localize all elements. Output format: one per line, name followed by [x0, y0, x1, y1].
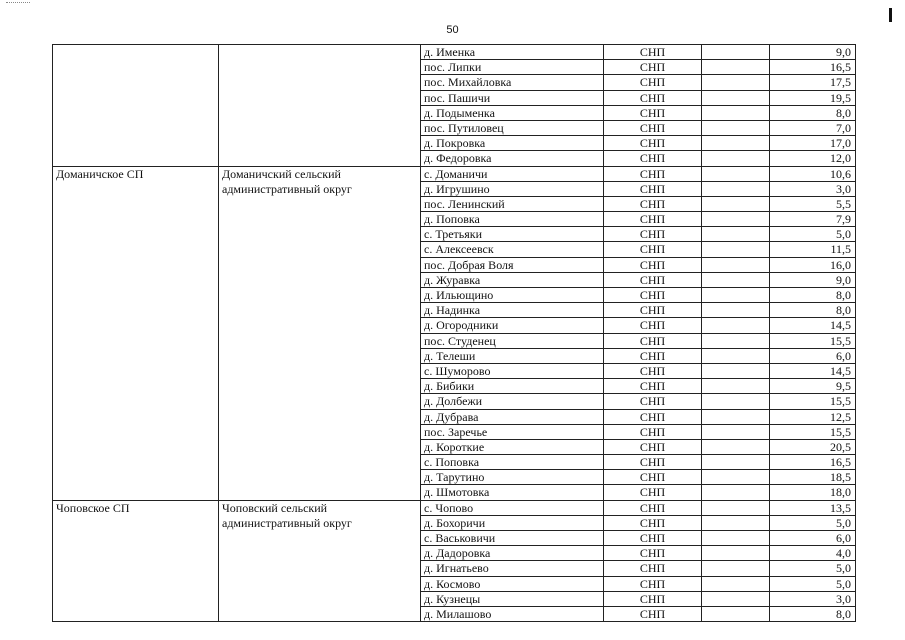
settlement-extra-cell — [702, 591, 770, 606]
settlement-type-cell: СНП — [604, 181, 702, 196]
settlement-type-cell: СНП — [604, 576, 702, 591]
settlement-name-cell: д. Дубрава — [421, 409, 604, 424]
settlement-type-cell: СНП — [604, 546, 702, 561]
settlement-value-cell: 15,5 — [770, 424, 856, 439]
settlement-value-cell: 7,0 — [770, 120, 856, 135]
settlement-extra-cell — [702, 439, 770, 454]
settlement-name-cell: с. Алексеевск — [421, 242, 604, 257]
settlement-name-cell: пос. Добрая Воля — [421, 257, 604, 272]
settlement-type-cell: СНП — [604, 303, 702, 318]
settlement-name-cell: пос. Ленинский — [421, 196, 604, 211]
settlement-extra-cell — [702, 546, 770, 561]
settlement-name-cell: с. Васьковичи — [421, 531, 604, 546]
settlement-value-cell: 9,5 — [770, 379, 856, 394]
settlement-type-cell: СНП — [604, 606, 702, 621]
settlement-value-cell: 9,0 — [770, 45, 856, 60]
table-row — [53, 166, 856, 181]
settlement-name-cell: д. Милашово — [421, 606, 604, 621]
settlement-name-cell: д. Именка — [421, 45, 604, 60]
settlement-type-cell: СНП — [604, 531, 702, 546]
settlement-name-cell: пос. Липки — [421, 60, 604, 75]
settlement-name-cell: д. Бибики — [421, 379, 604, 394]
settlement-name-cell: пос. Михайловка — [421, 75, 604, 90]
settlement-name-cell: д. Шмотовка — [421, 485, 604, 500]
settlement-value-cell: 20,5 — [770, 439, 856, 454]
settlement-type-cell: СНП — [604, 561, 702, 576]
settlement-value-cell: 14,5 — [770, 318, 856, 333]
settlement-value-cell: 17,0 — [770, 136, 856, 151]
settlement-type-cell: СНП — [604, 60, 702, 75]
settlement-type-cell: СНП — [604, 136, 702, 151]
settlement-extra-cell — [702, 90, 770, 105]
settlement-extra-cell — [702, 151, 770, 166]
settlement-extra-cell — [702, 136, 770, 151]
settlement-value-cell: 13,5 — [770, 500, 856, 515]
settlement-extra-cell — [702, 576, 770, 591]
settlement-type-cell: СНП — [604, 105, 702, 120]
settlement-name-cell: д. Тарутино — [421, 470, 604, 485]
settlement-type-cell: СНП — [604, 363, 702, 378]
settlement-extra-cell — [702, 60, 770, 75]
settlement-extra-cell — [702, 348, 770, 363]
settlement-type-cell: СНП — [604, 333, 702, 348]
settlement-extra-cell — [702, 272, 770, 287]
settlement-extra-cell — [702, 561, 770, 576]
settlement-extra-cell — [702, 394, 770, 409]
settlement-name-cell: с. Третьяки — [421, 227, 604, 242]
settlement-value-cell: 6,0 — [770, 348, 856, 363]
settlement-name-cell: д. Кузнецы — [421, 591, 604, 606]
settlements-table — [52, 44, 856, 622]
settlement-value-cell: 12,5 — [770, 409, 856, 424]
settlement-extra-cell — [702, 75, 770, 90]
settlement-type-cell: СНП — [604, 591, 702, 606]
settlement-sp-cell: Доманичское СП — [53, 166, 219, 500]
settlement-name-cell: д. Покровка — [421, 136, 604, 151]
settlement-extra-cell — [702, 45, 770, 60]
settlement-name-cell: д. Игрушино — [421, 181, 604, 196]
settlement-type-cell: СНП — [604, 272, 702, 287]
scan-edge-mark — [889, 8, 892, 22]
settlement-extra-cell — [702, 470, 770, 485]
settlement-value-cell: 16,5 — [770, 455, 856, 470]
settlement-extra-cell — [702, 120, 770, 135]
settlement-type-cell: СНП — [604, 166, 702, 181]
settlement-type-cell: СНП — [604, 288, 702, 303]
settlement-value-cell: 17,5 — [770, 75, 856, 90]
settlement-okrug-cell: Доманичский сельский административный округ — [219, 166, 421, 500]
settlement-extra-cell — [702, 257, 770, 272]
settlement-type-cell: СНП — [604, 227, 702, 242]
settlement-name-cell: д. Надинка — [421, 303, 604, 318]
settlement-sp-cell: Чоповское СП — [53, 500, 219, 622]
settlement-name-cell: с. Доманичи — [421, 166, 604, 181]
settlement-type-cell: СНП — [604, 439, 702, 454]
settlement-value-cell: 5,0 — [770, 515, 856, 530]
settlement-type-cell: СНП — [604, 318, 702, 333]
settlement-value-cell: 6,0 — [770, 531, 856, 546]
settlement-extra-cell — [702, 166, 770, 181]
settlement-value-cell: 5,5 — [770, 196, 856, 211]
settlement-extra-cell — [702, 227, 770, 242]
scan-corner-mark — [6, 2, 30, 6]
settlement-extra-cell — [702, 242, 770, 257]
settlement-name-cell: пос. Студенец — [421, 333, 604, 348]
settlement-name-cell: с. Чопово — [421, 500, 604, 515]
settlement-extra-cell — [702, 379, 770, 394]
settlement-value-cell: 16,5 — [770, 60, 856, 75]
settlement-name-cell: д. Бохоричи — [421, 515, 604, 530]
settlement-type-cell: СНП — [604, 409, 702, 424]
settlement-extra-cell — [702, 333, 770, 348]
settlement-name-cell: д. Короткие — [421, 439, 604, 454]
settlement-type-cell: СНП — [604, 90, 702, 105]
settlement-type-cell: СНП — [604, 455, 702, 470]
settlement-sp-cell — [53, 45, 219, 167]
settlement-type-cell: СНП — [604, 379, 702, 394]
settlement-name-cell: пос. Пашичи — [421, 90, 604, 105]
settlement-extra-cell — [702, 500, 770, 515]
settlement-extra-cell — [702, 455, 770, 470]
settlement-value-cell: 10,6 — [770, 166, 856, 181]
settlement-type-cell: СНП — [604, 45, 702, 60]
settlement-type-cell: СНП — [604, 212, 702, 227]
settlement-name-cell: с. Поповка — [421, 455, 604, 470]
settlement-extra-cell — [702, 105, 770, 120]
settlement-name-cell: д. Ильющино — [421, 288, 604, 303]
settlements-table-body — [53, 45, 856, 622]
settlement-type-cell: СНП — [604, 515, 702, 530]
settlement-name-cell: д. Поповка — [421, 212, 604, 227]
settlement-type-cell: СНП — [604, 196, 702, 211]
settlement-value-cell: 7,9 — [770, 212, 856, 227]
settlement-extra-cell — [702, 303, 770, 318]
settlement-type-cell: СНП — [604, 242, 702, 257]
settlement-name-cell: д. Игнатьево — [421, 561, 604, 576]
settlement-value-cell: 3,0 — [770, 591, 856, 606]
settlement-extra-cell — [702, 606, 770, 621]
settlement-type-cell: СНП — [604, 348, 702, 363]
settlement-name-cell: д. Дадоровка — [421, 546, 604, 561]
settlement-name-cell: д. Огородники — [421, 318, 604, 333]
settlement-extra-cell — [702, 485, 770, 500]
settlement-value-cell: 18,0 — [770, 485, 856, 500]
settlement-name-cell: пос. Заречье — [421, 424, 604, 439]
settlement-name-cell: д. Телеши — [421, 348, 604, 363]
settlement-name-cell: д. Подыменка — [421, 105, 604, 120]
settlement-type-cell: СНП — [604, 470, 702, 485]
settlement-value-cell: 8,0 — [770, 105, 856, 120]
settlement-value-cell: 9,0 — [770, 272, 856, 287]
settlement-value-cell: 5,0 — [770, 576, 856, 591]
settlement-value-cell: 8,0 — [770, 303, 856, 318]
settlement-value-cell: 14,5 — [770, 363, 856, 378]
settlement-type-cell: СНП — [604, 120, 702, 135]
settlement-type-cell: СНП — [604, 257, 702, 272]
settlement-extra-cell — [702, 318, 770, 333]
settlement-extra-cell — [702, 531, 770, 546]
settlement-type-cell: СНП — [604, 485, 702, 500]
settlement-extra-cell — [702, 515, 770, 530]
settlement-extra-cell — [702, 409, 770, 424]
settlement-name-cell: с. Шуморово — [421, 363, 604, 378]
settlement-type-cell: СНП — [604, 394, 702, 409]
settlement-name-cell: д. Космово — [421, 576, 604, 591]
settlement-value-cell: 19,5 — [770, 90, 856, 105]
settlement-okrug-cell: Чоповский сельский административный округ — [219, 500, 421, 622]
settlement-value-cell: 5,0 — [770, 561, 856, 576]
settlement-name-cell: д. Журавка — [421, 272, 604, 287]
settlement-extra-cell — [702, 196, 770, 211]
settlement-name-cell: д. Долбежи — [421, 394, 604, 409]
page-number: 50 — [446, 24, 459, 36]
settlement-extra-cell — [702, 181, 770, 196]
settlement-type-cell: СНП — [604, 500, 702, 515]
settlement-type-cell: СНП — [604, 151, 702, 166]
settlement-type-cell: СНП — [604, 75, 702, 90]
table-row — [53, 45, 856, 60]
table-row — [53, 500, 856, 515]
settlement-extra-cell — [702, 212, 770, 227]
settlement-value-cell: 16,0 — [770, 257, 856, 272]
settlement-value-cell: 18,5 — [770, 470, 856, 485]
settlement-name-cell: д. Федоровка — [421, 151, 604, 166]
settlement-value-cell: 12,0 — [770, 151, 856, 166]
settlement-value-cell: 11,5 — [770, 242, 856, 257]
settlement-value-cell: 8,0 — [770, 288, 856, 303]
settlement-value-cell: 4,0 — [770, 546, 856, 561]
settlement-extra-cell — [702, 363, 770, 378]
settlement-value-cell: 8,0 — [770, 606, 856, 621]
settlement-type-cell: СНП — [604, 424, 702, 439]
settlement-okrug-cell — [219, 45, 421, 167]
settlement-name-cell: пос. Путиловец — [421, 120, 604, 135]
settlement-value-cell: 15,5 — [770, 394, 856, 409]
settlement-value-cell: 5,0 — [770, 227, 856, 242]
settlement-extra-cell — [702, 288, 770, 303]
settlement-value-cell: 3,0 — [770, 181, 856, 196]
settlement-value-cell: 15,5 — [770, 333, 856, 348]
settlement-extra-cell — [702, 424, 770, 439]
